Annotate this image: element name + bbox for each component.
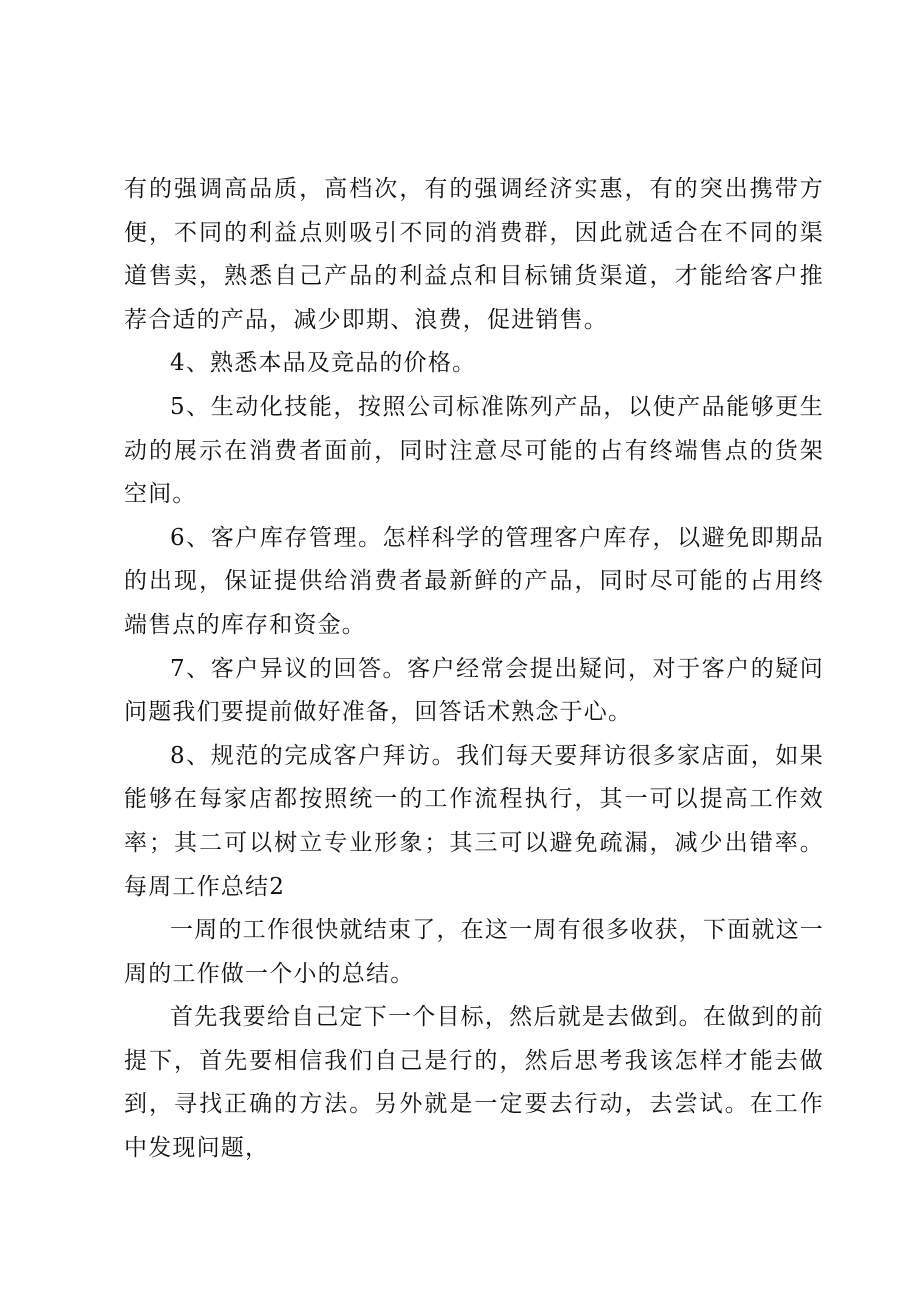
paragraph-item-7: 7、客户异议的回答。客户经常会提出疑问，对于客户的疑问问题我们要提前做好准备，回答话术熟念于心。	[124, 655, 824, 726]
paragraph-benefits: 有的强调高品质，高档次，有的强调经济实惠，有的突出携带方便，不同的利益点则吸引不同的消费群，因此就适合在不同的渠道售卖，熟悉自己产品的利益点和目标铺货渠道，才能给客户推荐合适的产品，减少即期、浪费，促进销售。	[124, 176, 824, 333]
paragraph-weekly-summary-intro: 一周的工作很快就结束了，在这一周有很多收获，下面就这一周的工作做一个小的总结。	[124, 917, 824, 987]
paragraph-item-4: 4、熟悉本品及竞品的价格。	[170, 350, 477, 377]
paragraph-item-8: 8、规范的完成客户拜访。我们每天要拜访很多家店面，如果能够在每家店都按照统一的工作流程执行，其一可以提高工作效率；其二可以树立专业形象；其三可以避免疏漏，减少出错率。每周工作总结2	[124, 742, 824, 900]
paragraph-goal-setting: 首先我要给自己定下一个目标，然后就是去做到。在做到的前提下，首先要相信我们自己是行的，然后思考我该怎样才能去做到，寻找正确的方法。另外就是一定要去行动，去尝试。在工作中发现问题，	[124, 1004, 824, 1162]
paragraph-item-6: 6、客户库存管理。怎样科学的管理客户库存，以避免即期品的出现，保证提供给消费者最新鲜的产品，同时尽可能的占用终端售点的库存和资金。	[124, 524, 824, 638]
document-body	[124, 168, 824, 1171]
paragraph-item-5: 5、生动化技能，按照公司标准陈列产品，以使产品能够更生动的展示在消费者面前，同时注意尽可能的占有终端售点的货架空间。	[124, 393, 824, 508]
